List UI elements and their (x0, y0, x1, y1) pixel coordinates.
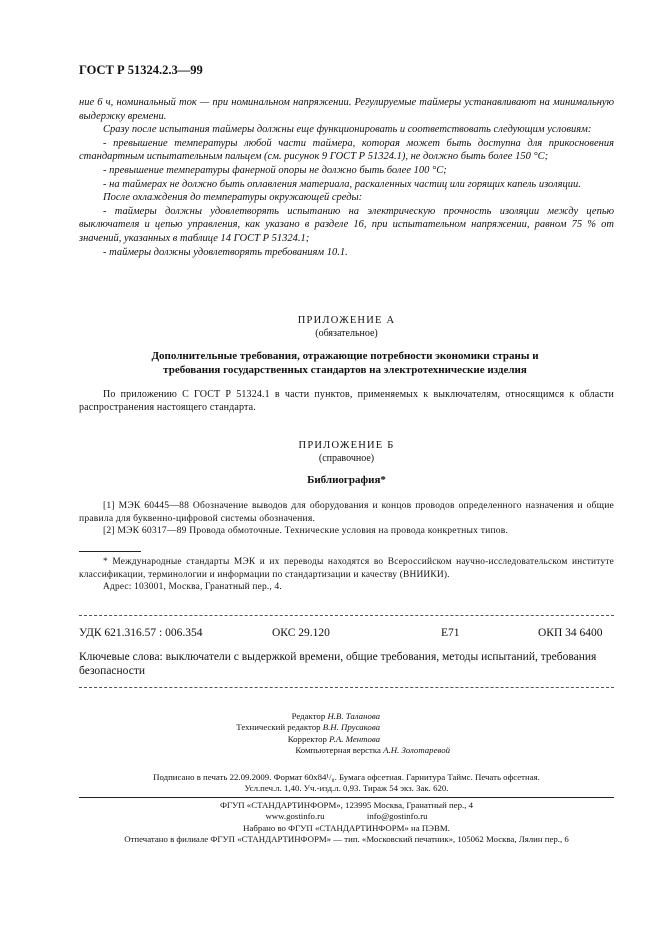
footnote-text: * Международные стандарты МЭК и их переводы находятся во Всероссийском научно-исследовательском институте классификации, терминологии и информации по стандартизации и качеству (ВНИИКИ). (79, 557, 614, 580)
bibliography-list (79, 500, 614, 538)
udk-code: УДК 621.316.57 : 006.354 (79, 627, 203, 639)
footnote-address: Адрес: 103001, Москва, Гранатный пер., 4. (103, 582, 282, 593)
publisher-divider (79, 797, 614, 798)
list-item: - таймеры должны удовлетворять требованиям 10.1. (103, 246, 348, 258)
annex-a-status: (обязательное) (315, 328, 378, 339)
print-info (79, 772, 614, 795)
bibliography-item: [2] МЭК 60317—89 Провода обмоточные. Технические условия на провода конкретных типов. (103, 525, 509, 537)
annex-a-text: По приложению С ГОСТ Р 51324.1 в части пунктов, применяемых к выключателям, относящимся к области распространения настоящего стандарта. (79, 389, 614, 413)
credit-line: Корректор Р.А. Ментова (287, 733, 380, 744)
annex-a-title: Дополнительные требования, отражающие потребности экономики страны и требования государственных стандартов на электротехнические изделия (151, 350, 539, 376)
oks-code: ОКС 29.120 (272, 627, 330, 639)
paragraph: После охлаждения до температуры окружающей среды: (103, 192, 363, 204)
footnote-divider (79, 551, 141, 552)
bibliography-item: [1] МЭК 60445—88 Обозначение выводов для оборудования и концов проводов определенного назначения и общие правила для буквенно-цифровой системы обозначения. (79, 500, 614, 524)
credit-line: Компьютерная верстка А.Н. Золотаревой (295, 745, 450, 756)
list-item: - таймеры должны удовлетворять испытанию на электрическую прочность изоляции между цепью выключателя и цепью управления, как указано в разделе 16, при испытательном напряжении, равном 75 % от значений, указанных в таблице 14 ГОСТ Р 51324.1; (79, 205, 614, 244)
list-item: - на таймерах не должно быть оплавления материала, раскаленных частиц или горящих капель изоляции. (103, 178, 581, 190)
publisher-email[interactable]: info@gostinfo.ru (366, 811, 428, 822)
publisher-typeset: Набрано во ФГУП «СТАНДАРТИНФОРМ» на ПЭВМ. (243, 822, 450, 833)
publisher-printed: Отпечатано в филиале ФГУП «СТАНДАРТИНФОРМ» — тип. «Московский печатник», 105062 Москва, Лялин пер., 6 (124, 834, 569, 845)
credit-line: Технический редактор В.Н. Прусакова (236, 722, 380, 733)
separator-bottom (79, 687, 614, 688)
e-code: Е71 (441, 627, 460, 639)
separator-top (79, 615, 614, 616)
keywords: Ключевые слова: выключатели с выдержкой времени, общие требования, методы испытаний, требования безопасности (79, 651, 597, 677)
continuation-section (79, 96, 614, 259)
document-header: ГОСТ Р 51324.2.3—99 (79, 63, 203, 77)
credit-line: Редактор Н.В. Таланова (291, 711, 380, 721)
paragraph: ние 6 ч, номинальный ток — при номинальном напряжении. Регулируемые таймеры устанавливают на минимальную выдержку времени. (79, 97, 614, 122)
list-item: - превышение температуры любой части таймера, которая может быть доступна для прикосновения стандартным испытательным пальцем (см. рисунок 9 ГОСТ Р 51324.1), не должно быть более 150 °С; (79, 137, 614, 163)
credits-block (190, 711, 490, 757)
annex-a-label: ПРИЛОЖЕНИЕ А (297, 315, 396, 326)
annex-b-label: ПРИЛОЖЕНИЕ Б (298, 440, 395, 451)
publisher-block (79, 800, 614, 846)
annex-b-status: (справочное) (318, 453, 375, 464)
classification-row (79, 627, 614, 643)
okp-code: ОКП 34 6400 (538, 627, 603, 639)
print-info-line: Подписано в печать 22.09.2009. Формат 60х84¹/₈. Бумага офсетная. Гарнитура Таймс. Печать офсетная. (153, 772, 540, 782)
publisher-site[interactable]: www.gostinfo.ru (265, 811, 325, 822)
publisher-contacts (79, 811, 614, 822)
print-info-line: Усл.печ.л. 1,40. Уч.-изд.л. 0,93. Тираж 54 экз. Зак. 620. (244, 783, 449, 794)
publisher-address: ФГУП «СТАНДАРТИНФОРМ», 123995 Москва, Гранатный пер., 4 (219, 800, 473, 810)
annex-b-title: Библиография* (307, 474, 386, 486)
list-item: - превышение температуры фанерной опоры не должно быть более 100 °С; (103, 164, 447, 176)
footnote (79, 556, 614, 594)
paragraph: Сразу после испытания таймеры должны еще функционировать и соответствовать следующим условиям: (103, 124, 592, 136)
